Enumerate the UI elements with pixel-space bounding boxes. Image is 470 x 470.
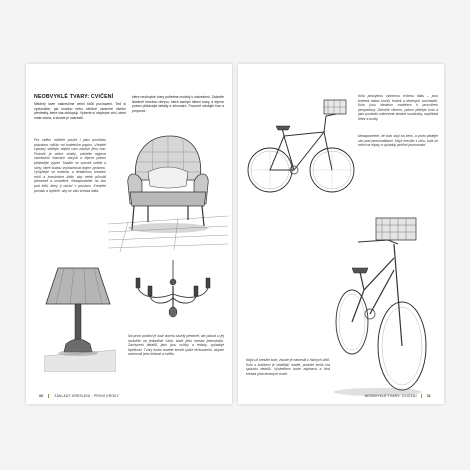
right-page bbox=[238, 64, 444, 404]
intro-paragraph-col1: Některý lover nakreslíme velmi kvůli pochopení. Teď si vyzkoušíte, jak snadno nebo obtížně ztvárníte všední předměty, které vás obklopují. Vyberte si obyčejné věci, které máte doma, a zkuste je nakreslit. bbox=[34, 102, 126, 120]
intro-paragraph-col2: které neobvykle tvary potřebné modely k nakreslení. Začněte lineárně kresbou obrysu, která zachytí hlavní tvary, a teprve potom přidávejte detaily a stínování. Pozorně sledujte tvar a proporce. bbox=[132, 95, 224, 113]
right-footer bbox=[365, 394, 436, 398]
left-page bbox=[26, 64, 232, 404]
bicycle-angled-illustration bbox=[318, 214, 442, 400]
section-title: NEOBVYKLÉ TVARY: CVIČENÍ bbox=[34, 94, 114, 100]
chandelier-illustration bbox=[128, 260, 218, 328]
bicycle-caption-bottom: Když už kreslíte kolo, zkuste je nakreslit z různých úhlů. Kolo s košíkem je složitější model, protože košík má spoustu detailů. Výsledkem bude zajímavá a živá kresba plná drobných tvarů. bbox=[246, 358, 330, 376]
bicycle-caption-middle: Nezapomeňte, že kolo stojí na zemi, a proto přidejte stín pod pneumatikami. Když kreslíte z úhlu, kola se mění na elipsy a vyžadují pečlivé pozorování. bbox=[358, 134, 438, 148]
chair-caption: Pro vidění můžete použít i jako pomůcku prázdnou ruličku od toaletního papíru. Vhodně vybraný stěžejní objekt vám zachytí jeho tvar. Protože je velice složitý, začněte nejprve načrtnutím hlavních obrysů a teprve potom přidávejte výplet. Snažte se vytvořit světla a stíny, které budou zvýrazňovat dojem prostoru. Vyhýbejte se malému a detailnímu kreslení rohů a konstrukce židle, aby celek působil přirozeně a uvolněně. Nezapomeňte na stín pod židlí, který ji ukotví v prostoru. Kreslete pomalu a trpělivě, aby se vám kresba líbila. bbox=[34, 138, 106, 193]
left-footer bbox=[34, 394, 119, 398]
footer-text-right: NEOBVYKLÉ TVARY: CVIČENÍ bbox=[364, 393, 417, 398]
page-number-right: 31 bbox=[426, 393, 431, 398]
page-number-left: 30 bbox=[39, 393, 44, 398]
bicycle-caption-top: Kola poskytnou výbornou cvičnou látku – jsou tvořena řadou kruhů, trubek a drobných součástek. Kola jsou ideálním modelem k procvičení perspektivy. Začněte rámem, potom přidejte kola a jako poslední nakreslete drobné součástky, například řetěz a brzdy. bbox=[358, 94, 438, 121]
table-lamp-illustration bbox=[44, 260, 116, 372]
chandelier-caption: Na první pohled je lustr docela složitý předmět, ale pokud si jej rozložíte na jednotlivé části, bude jeho kresba jednodušší. Zachycení detailů, jako jsou svíčky a řetízky, vyžaduje trpělivost. Tvary lustru budete kreslit spíše tečkováním, abyste zachovali jeho lehkost a světlo. bbox=[128, 334, 224, 357]
wicker-chair-illustration bbox=[108, 132, 228, 252]
footer-text-left: ZÁKLADY KRESLENÍ · PRVNÍ KROKY bbox=[54, 393, 120, 398]
footer-divider-right bbox=[421, 394, 422, 398]
footer-divider bbox=[48, 394, 49, 398]
bicycle-side-illustration bbox=[244, 92, 356, 204]
